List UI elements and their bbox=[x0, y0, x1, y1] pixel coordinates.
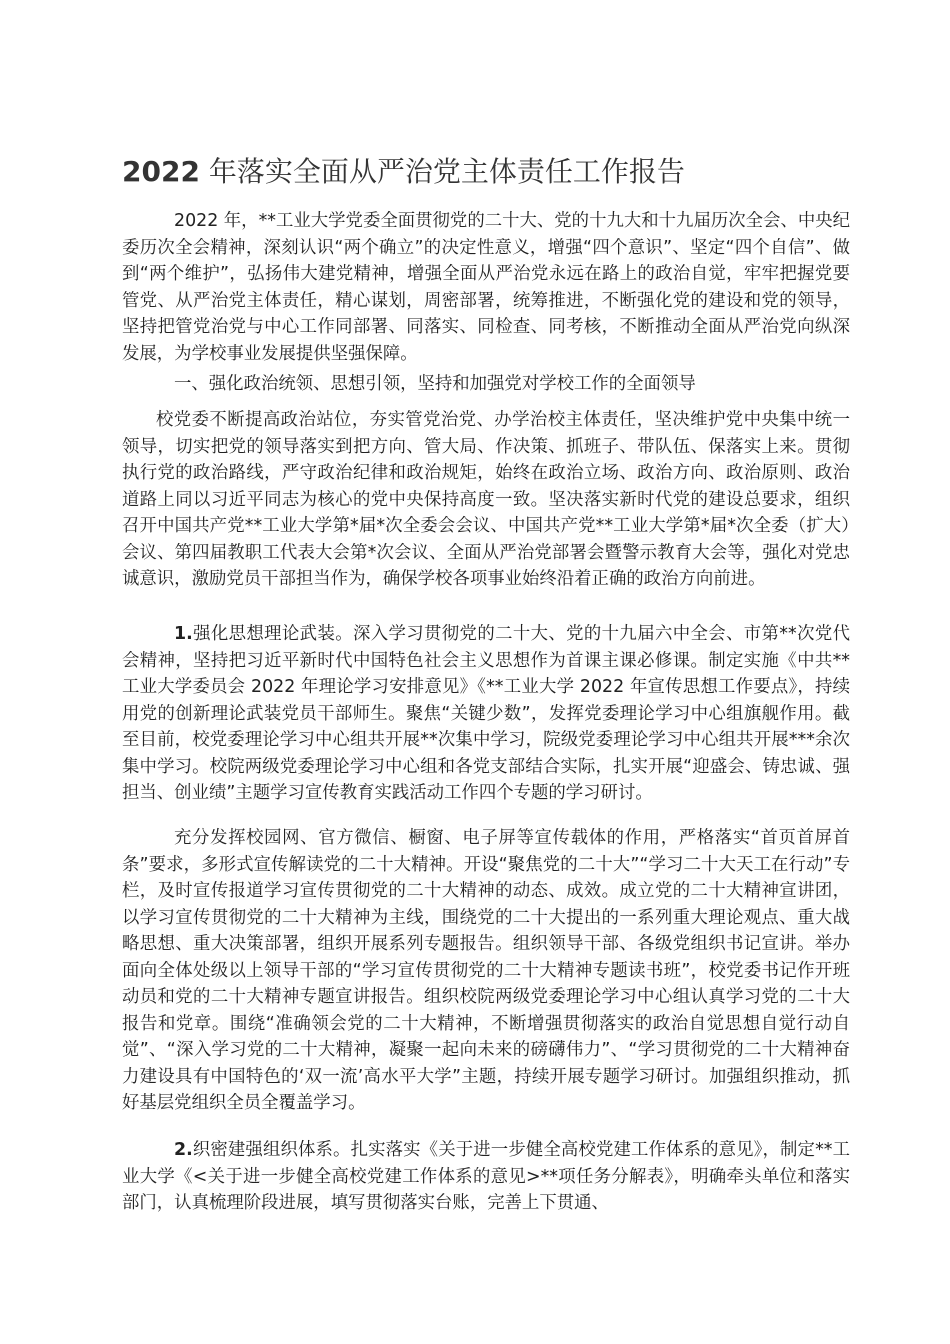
section-1-paragraph: 校党委不断提高政治站位，夯实管党治党、办学治校主体责任，坚决维护党中央集中统一领导，切实把党的领导落实到把方向、管大局、作决策、抓班子、带队伍、保落实上来。贯彻执行党的政治路线，严守政治纪律和政治规矩，始终在政治立场、政治方向、政治原则、政治道路上同以习近平同志为核心的党中央保持高度一致。坚决落实新时代党的建设总要求，组织召开中国共产党**工业大学第*届*次全委会会议、中国共产党**工业大学第*届*次全委（扩大）会议、第四届教职工代表大会第*次会议、全面从严治党部署会暨警示教育大会等，强化对党忠诚意识，激励党员干部担当作为，确保学校各项事业始终沿着正确的政治方向前进。 bbox=[122, 410, 850, 589]
title-text: 年落实全面从严治党主体责任工作报告 bbox=[199, 155, 685, 188]
item-1-text: 强化思想理论武装。深入学习贯彻党的二十大、党的十九届六中全会、市第**次党代会精神，坚持把习近平新时代中国特色社会主义思想作为首课主课必修课。制定实施《中共**工业大学委员会 2022 年理论学习安排意见》《**工业大学 2022 年宣传思想工作要点》，持续用党的创新理论武装党员干部师生。聚焦“关键少数”，发挥党委理论学习中心组旗舰作用。截至目前，校党委理论学习中心组共开展**次集中学习，院级党委理论学习中心组共开展***余次集中学习。校院两级党委理论学习中心组和各党支部结合实际，扎实开展“迎盛会、铸忠诚、强担当、创业绩”主题学习宣传教育实践活动工作四个专题的学习研讨。 bbox=[122, 624, 850, 803]
publicity-paragraph: 充分发挥校园网、官方微信、橱窗、电子屏等宣传载体的作用，严格落实“首页首屏首条”要求，多形式宣传解读党的二十大精神。开设“聚焦党的二十大”“学习二十大天工在行动”专栏，及时宣传报道学习宣传贯彻党的二十大精神的动态、成效。成立党的二十大精神宣讲团，以学习宣传贯彻党的二十大精神为主线，围绕党的二十大提出的一系列重大理论观点、重大战略思想、重大决策部署，组织开展系列专题报告。组织领导干部、各级党组织书记宣讲。举办面向全体处级以上领导干部的“学习宣传贯彻党的二十大精神专题读书班”，校党委书记作开班动员和党的二十大精神专题宣讲报告。组织校院两级党委理论学习中心组认真学习党的二十大报告和党章。围绕“准确领会党的二十大精神，不断增强贯彻落实的政治自觉思想自觉行动自觉”、“深入学习党的二十大精神，凝聚一起向未来的磅礴伟力”、“学习贯彻党的二十大精神奋力建设具有中国特色的‘双一流’高水平大学”主题，持续开展专题学习研讨。加强组织推动，抓好基层党组织全员全覆盖学习。 bbox=[122, 828, 850, 1113]
document-title bbox=[122, 152, 882, 192]
title-year: 2022 bbox=[122, 155, 200, 188]
item-1-paragraph bbox=[122, 621, 850, 807]
section-1-heading: 一、强化政治统领、思想引领，坚持和加强党对学校工作的全面领导 bbox=[174, 374, 696, 394]
item-2-number: 2. bbox=[174, 1140, 193, 1160]
intro-paragraph: 2022 年，**工业大学党委全面贯彻党的二十大、党的十九大和十九届历次全会、中央纪委历次全会精神，深刻认识“两个确立”的决定性意义，增强“四个意识”、坚定“四个自信”、做到“两个维护”，弘扬伟大建党精神，增强全面从严治党永远在路上的政治自觉，牢牢把握党要管党、从严治党主体责任，精心谋划，周密部署，统筹推进，不断强化党的建设和党的领导，坚持把管党治党与中心工作同部署、同落实、同检查、同考核，不断推动全面从严治党向纵深发展，为学校事业发展提供坚强保障。 bbox=[122, 211, 850, 364]
item-2-text: 织密建强组织体系。扎实落实《关于进一步健全高校党建工作体系的意见》，制定**工业大学《<关于进一步健全高校党建工作体系的意见>**项任务分解表》，明确牵头单位和落实部门，认真梳理阶段进展，填写贯彻落实台账，完善上下贯通、 bbox=[122, 1140, 850, 1213]
item-2-paragraph bbox=[122, 1137, 850, 1217]
item-1-number: 1. bbox=[174, 624, 193, 644]
